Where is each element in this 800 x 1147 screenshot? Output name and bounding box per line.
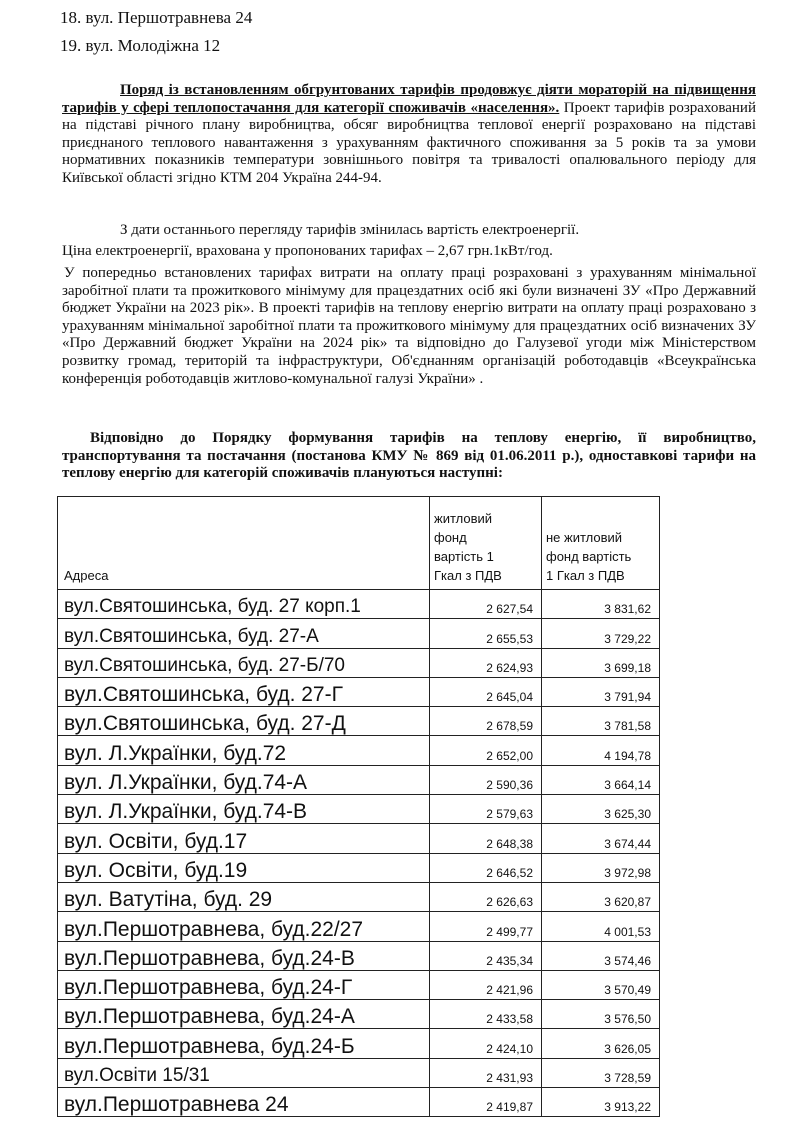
cell-residential: 2 421,96 — [430, 970, 542, 999]
cell-address: вул. Освіти, буд.17 — [58, 824, 430, 853]
cell-nonresidential: 3 664,14 — [542, 765, 660, 794]
cell-nonresidential: 3 972,98 — [542, 853, 660, 882]
cell-address: вул. Л.Українки, буд.72 — [58, 736, 430, 765]
table-row — [58, 736, 660, 765]
cell-residential: 2 624,93 — [430, 648, 542, 677]
cell-address: вул.Святошинська, буд. 27-Б/70 — [58, 648, 430, 677]
cell-nonresidential: 3 674,44 — [542, 824, 660, 853]
table-header-row — [58, 497, 660, 590]
moratorium-rest: Проект тарифів розрахований на підставі річного плану виробництва, обсяг виробництва теплової енергії розраховано на підставі приєднаного теплового навантаження з урахуванням фактичного споживання за 5 років та за умови нормативних показників температури зовнішнього повітря та тривалості опалювального періоду для Київської області згідно КТМ 204 Україна 244-94. — [62, 99, 756, 186]
cell-residential: 2 433,58 — [430, 1000, 542, 1029]
header-residential: житловий фонд вартість 1 Гкал з ПДВ — [430, 497, 542, 590]
cell-nonresidential: 3 625,30 — [542, 795, 660, 824]
cell-residential: 2 655,53 — [430, 619, 542, 648]
cell-residential: 2 431,93 — [430, 1058, 542, 1087]
table-body — [58, 590, 660, 1117]
table-row — [58, 765, 660, 794]
table-row — [58, 590, 660, 619]
table-row — [58, 1088, 660, 1117]
cell-nonresidential: 3 699,18 — [542, 648, 660, 677]
cell-residential: 2 626,63 — [430, 882, 542, 911]
cell-address: вул.Святошинська, буд. 27 корп.1 — [58, 590, 430, 619]
cell-nonresidential: 3 831,62 — [542, 590, 660, 619]
paragraph-moratorium — [62, 82, 756, 188]
cell-residential: 2 419,87 — [430, 1088, 542, 1117]
table-row — [58, 648, 660, 677]
cell-residential: 2 435,34 — [430, 941, 542, 970]
cell-residential: 2 648,38 — [430, 824, 542, 853]
cell-residential: 2 424,10 — [430, 1029, 542, 1058]
cell-residential: 2 590,36 — [430, 765, 542, 794]
header-address: Адреса — [58, 497, 430, 590]
cell-address: вул.Святошинська, буд. 27-Д — [58, 707, 430, 736]
moratorium-lead: Поряд із встановленням обгрунтованих тарифів продовжує діяти мораторій на підвищення тарифів у сфері теплопостачання для категорії споживачів «населення». — [62, 82, 756, 116]
paragraph-electricity-price: Ціна електроенергії, врахована у пропонованих тарифах – 2,67 грн.1кВт/год. — [62, 243, 553, 259]
cell-address: вул.Першотравнева, буд.24-В — [58, 941, 430, 970]
header-nonresidential: не житловий фонд вартість 1 Гкал з ПДВ — [542, 497, 660, 590]
table-row — [58, 1058, 660, 1087]
cell-residential: 2 627,54 — [430, 590, 542, 619]
paragraph-labor-costs: У попередньо встановлених тарифах витрати на оплату праці розраховані з урахуванням мінімальної заробітної плати та прожиткового мінімуму для працездатних осіб які були визначені ЗУ «Про Державний бюджет України на 2023 рік». В проекті тарифів на теплову енергію витрати на оплату праці розраховано з урахуванням мінімальної заробітної плати та прожиткового мінімуму для працездатних осіб визначених ЗУ «Про Державний бюджет України на 2024 рік» та відповідно до Галузевої угоди між Міністерством розвитку громад, територій та інфраструктури, Об'єднанням організацій роботодавців «Всеукраїнська конференція роботодавців житлово-комунальної галузі України» . — [62, 265, 756, 387]
cell-address: вул.Першотравнева, буд.24-А — [58, 1000, 430, 1029]
cell-residential: 2 499,77 — [430, 912, 542, 941]
cell-nonresidential: 3 781,58 — [542, 707, 660, 736]
cell-residential: 2 579,63 — [430, 795, 542, 824]
cell-address: вул.Освіти 15/31 — [58, 1058, 430, 1087]
cell-nonresidential: 3 576,50 — [542, 1000, 660, 1029]
paragraph-tariff-intro: Відповідно до Порядку формування тарифів на теплову енергію, її виробництво, транспортування та постачання (постанова КМУ № 869 від 01.06.2011 р.), одноставкові тарифи на теплову енергію для категорій споживачів плануються наступні: — [62, 430, 756, 482]
paragraph-electricity-change: З дати останнього перегляду тарифів змінилась вартість електроенергії. — [120, 222, 580, 238]
cell-address: вул. Освіти, буд.19 — [58, 853, 430, 882]
cell-nonresidential: 3 570,49 — [542, 970, 660, 999]
table-row — [58, 707, 660, 736]
cell-nonresidential: 3 626,05 — [542, 1029, 660, 1058]
cell-address: вул.Першотравнева, буд.24-Б — [58, 1029, 430, 1058]
table-row — [58, 677, 660, 706]
cell-address: вул.Першотравнева, буд.22/27 — [58, 912, 430, 941]
cell-residential: 2 678,59 — [430, 707, 542, 736]
cell-residential: 2 645,04 — [430, 677, 542, 706]
cell-address: вул.Святошинська, буд. 27-А — [58, 619, 430, 648]
cell-nonresidential: 3 913,22 — [542, 1088, 660, 1117]
table-row — [58, 912, 660, 941]
cell-address: вул. Л.Українки, буд.74-В — [58, 795, 430, 824]
cell-nonresidential: 3 574,46 — [542, 941, 660, 970]
table-row — [58, 882, 660, 911]
tariff-table — [57, 496, 660, 1117]
cell-address: вул. Ватутіна, буд. 29 — [58, 882, 430, 911]
cell-residential: 2 652,00 — [430, 736, 542, 765]
cell-nonresidential: 3 791,94 — [542, 677, 660, 706]
cell-address: вул.Святошинська, буд. 27-Г — [58, 677, 430, 706]
table-row — [58, 853, 660, 882]
cell-nonresidential: 4 194,78 — [542, 736, 660, 765]
table-row — [58, 941, 660, 970]
table-row — [58, 795, 660, 824]
table-row — [58, 1029, 660, 1058]
table-row — [58, 824, 660, 853]
list-item-18: 18. вул. Першотравнева 24 — [60, 8, 253, 27]
cell-nonresidential: 4 001,53 — [542, 912, 660, 941]
cell-address: вул.Першотравнева 24 — [58, 1088, 430, 1117]
table-row — [58, 970, 660, 999]
table-row — [58, 1000, 660, 1029]
table-row — [58, 619, 660, 648]
cell-residential: 2 646,52 — [430, 853, 542, 882]
cell-nonresidential: 3 728,59 — [542, 1058, 660, 1087]
cell-nonresidential: 3 620,87 — [542, 882, 660, 911]
cell-address: вул. Л.Українки, буд.74-А — [58, 765, 430, 794]
cell-address: вул.Першотравнева, буд.24-Г — [58, 970, 430, 999]
list-item-19: 19. вул. Молодіжна 12 — [60, 36, 221, 55]
cell-nonresidential: 3 729,22 — [542, 619, 660, 648]
